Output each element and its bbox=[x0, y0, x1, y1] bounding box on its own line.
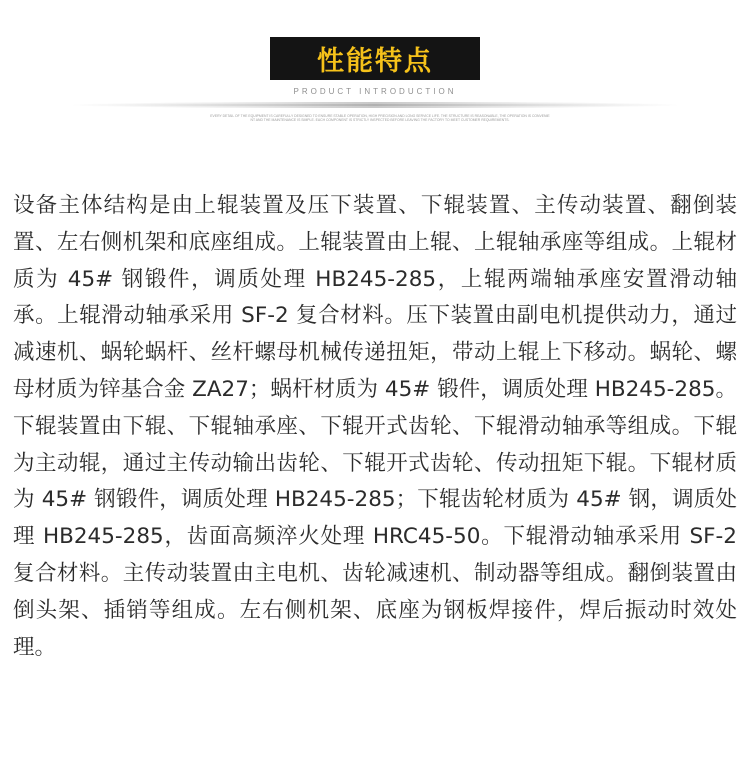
fine-print-text: EVERY DETAIL OF THE EQUIPMENT IS CAREFULLY DESIGNED TO ENSURE STABLE OPERATION, HIGH PRECISION AND LONG SERVICE LIFE. THE STRUCTURE IS REASONABLE, THE OPERATION IS CONVENIENT AND THE MAINTENANCE IS SIMPLE. EACH COMPONENT IS STRICTLY INSPECTED BEFORE LEAVING THE FACTORY TO MEET CUSTOMER REQUIREMENTS. bbox=[210, 114, 550, 123]
section-title-banner bbox=[270, 37, 480, 80]
section-title: 性能特点 bbox=[317, 46, 433, 77]
description-paragraph: 设备主体结构是由上辊装置及压下装置、下辊装置、主传动装置、翻倒装置、左右侧机架和底座组成。上辊装置由上辊、上辊轴承座等组成。上辊材质为 45# 钢锻件，调质处理 HB245-285，上辊两端轴承座安置滑动轴承。上辊滑动轴承采用 SF-2 复合材料。压下装置由副电机提供动力，通过减速机、蜗轮蜗杆、丝杆螺母机械传递扭矩，带动上辊上下移动。蜗轮、螺母材质为锌基合金 ZA27；蜗杆材质为 45# 锻件，调质处理 HB245-285。下辊装置由下辊、下辊轴承座、下辊开式齿轮、下辊滑动轴承等组成。下辊为主动辊，通过主传动输出齿轮、下辊开式齿轮、传动扭矩下辊。下辊材质为 45# 钢锻件，调质处理 HB245-285；下辊齿轮材质为 45# 钢，调质处理 HB245-285，齿面高频淬火处理 HRC45-50。下辊滑动轴承采用 SF-2 复合材料。主传动装置由主电机、齿轮减速机、制动器等组成。翻倒装置由倒头架、插销等组成。左右侧机架、底座为钢板焊接件，焊后振动时效处理。 bbox=[13, 193, 737, 660]
section-subtitle: PRODUCT INTRODUCTION bbox=[293, 87, 457, 96]
decorative-divider bbox=[70, 101, 680, 111]
